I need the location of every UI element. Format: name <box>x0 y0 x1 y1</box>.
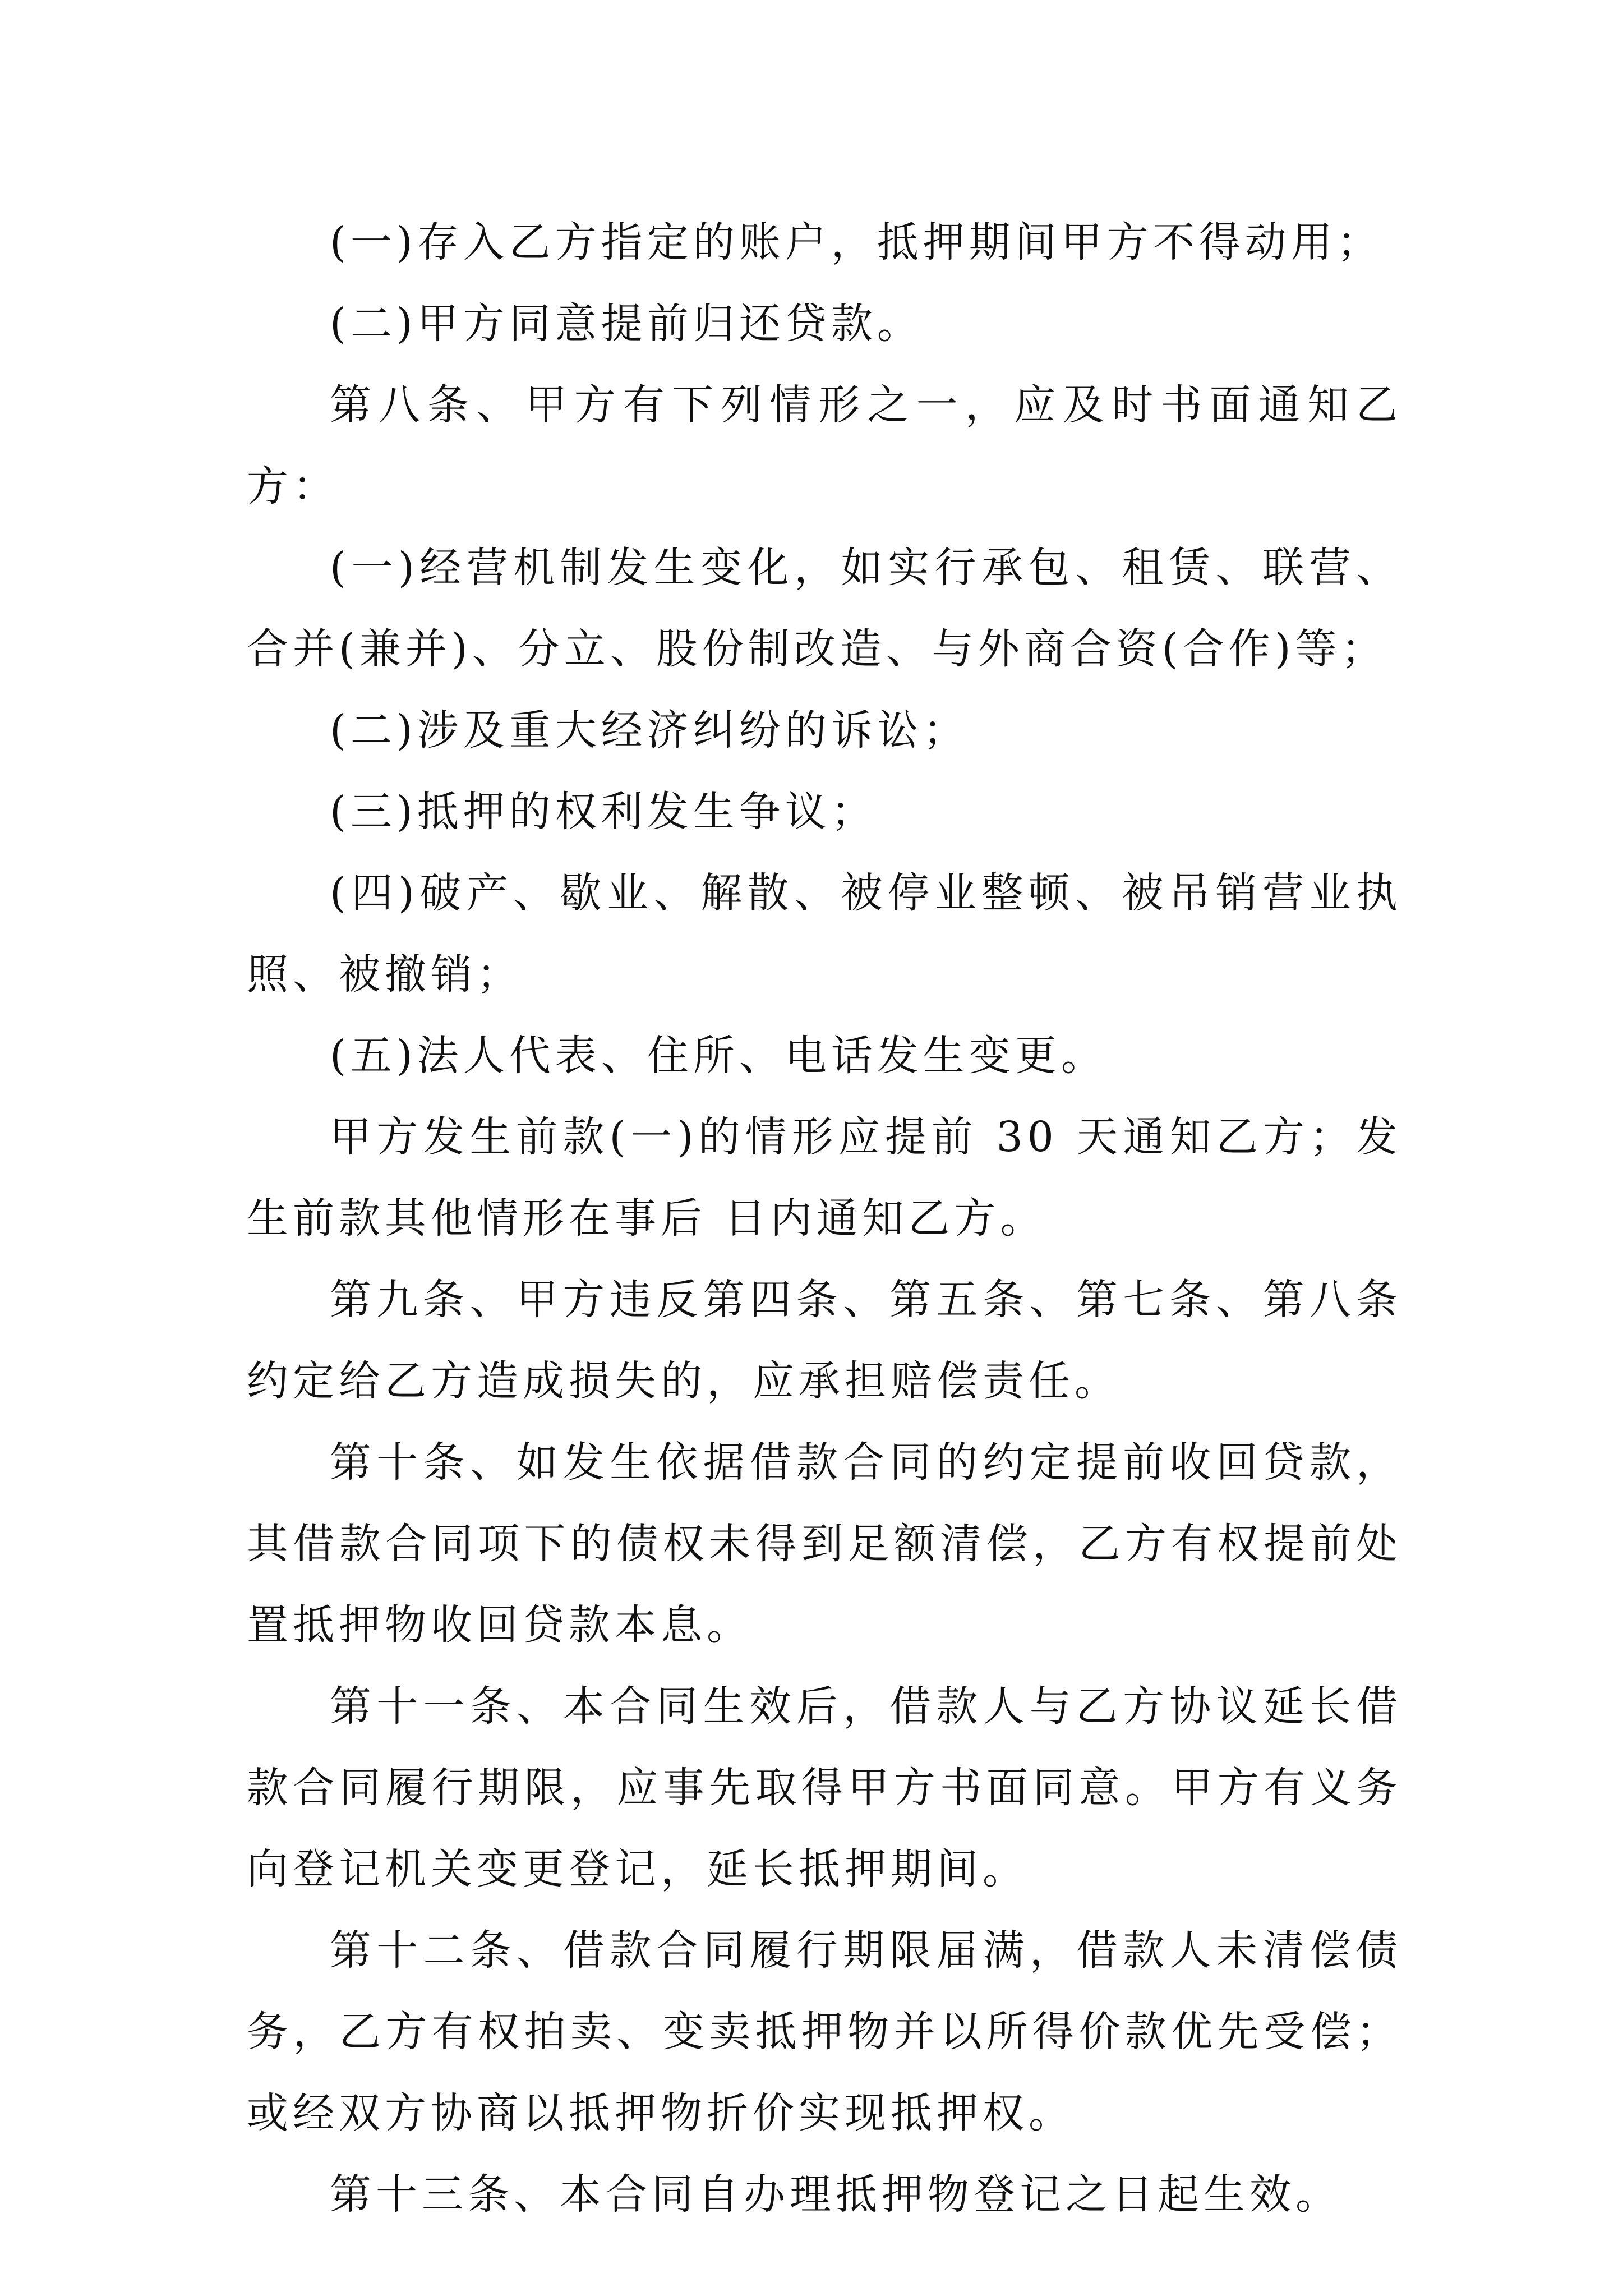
paragraph-article-8-item-4: (四)破产、歇业、解散、被停业整顿、被吊销营业执照、被撤销； <box>247 869 1402 999</box>
paragraph-article-13: 第十三条、本合同自办理抵押物登记之日起生效。 <box>330 2170 1341 2219</box>
paragraph-article-9: 第九条、甲方违反第四条、第五条、第七条、第八条约定给乙方造成损失的，应承担赔偿责任。 <box>247 1276 1402 1405</box>
paragraph-notice-period: 甲方发生前款(一)的情形应提前 30 天通知乙方；发生前款其他情形在事后 日内通知乙方。 <box>247 1113 1402 1243</box>
paragraph-article-8-item-1: (一)经营机制发生变化，如实行承包、租赁、联营、合并(兼并)、分立、股份制改造、与外商合资(合作)等； <box>247 544 1402 673</box>
paragraph-article-10: 第十条、如发生依据借款合同的约定提前收回贷款，其借款合同项下的债权未得到足额清偿，乙方有权提前处置抵押物收回贷款本息。 <box>247 1438 1402 1649</box>
paragraph-article-8-item-5: (五)法人代表、住所、电话发生变更。 <box>330 1032 1107 1080</box>
paragraph-article-12: 第十二条、借款合同履行期限届满，借款人未清偿债务，乙方有权拍卖、变卖抵押物并以所得价款优先受偿；或经双方协商以抵押物折价实现抵押权。 <box>247 1926 1402 2137</box>
paragraph-article-8: 第八条、甲方有下列情形之一，应及时书面通知乙方： <box>247 381 1402 510</box>
paragraph-deposit-account: (一)存入乙方指定的账户，抵押期间甲方不得动用； <box>330 218 1383 266</box>
paragraph-article-8-item-3: (三)抵押的权利发生争议； <box>330 788 877 836</box>
document-body <box>247 202 1402 2235</box>
paragraph-article-8-item-2: (二)涉及重大经济纠纷的诉讼； <box>330 706 969 754</box>
paragraph-article-11: 第十一条、本合同生效后，借款人与乙方协议延长借款合同履行期限，应事先取得甲方书面同意。甲方有义务向登记机关变更登记，延长抵押期间。 <box>247 1682 1402 1893</box>
paragraph-early-repayment: (二)甲方同意提前归还贷款。 <box>330 300 923 348</box>
